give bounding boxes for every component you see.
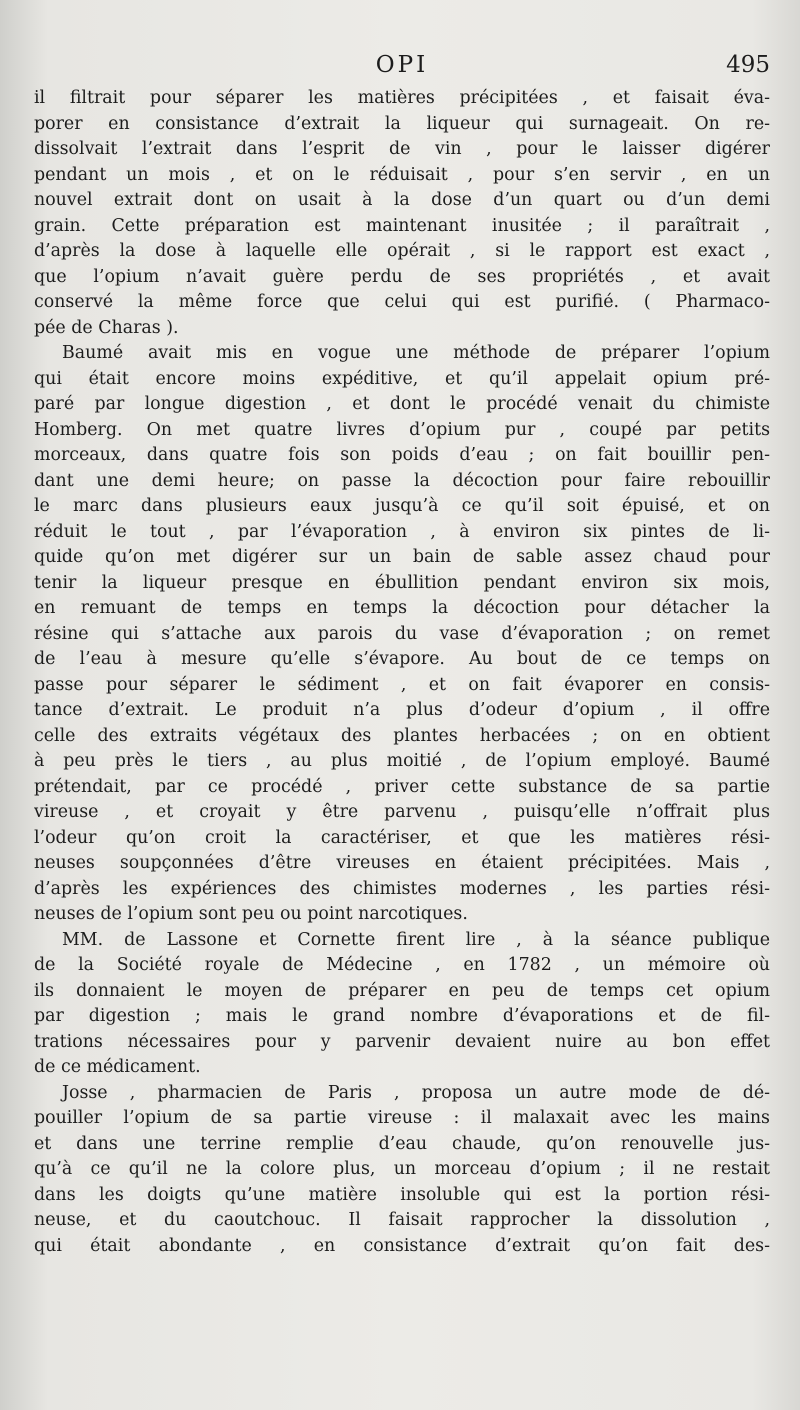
text-line: qui était encore moins expéditive, et qu’il appelait opium pré- <box>34 368 770 389</box>
text-line: qu’à ce qu’il ne la colore plus, un morceau d’opium ; il ne restait <box>34 1159 770 1179</box>
page-number: 495 <box>726 52 770 78</box>
text-line: celle des extraits végétaux des plantes herbacées ; on en obtient <box>34 725 770 746</box>
text-line: d’après la dose à laquelle elle opérait , si le rapport est exact , <box>34 241 770 261</box>
text-line: porer en consistance d’extrait la liqueur qui surnageait. On re- <box>34 113 770 134</box>
text-line: dans les doigts qu’une matière insoluble qui est la portion rési- <box>34 1184 770 1205</box>
text-line: qui était abondante , en consistance d’extrait qu’on fait des- <box>34 1235 770 1256</box>
text-line: passe pour séparer le sédiment , et on fait évaporer en consis- <box>34 674 770 695</box>
text-line: tenir la liqueur presque en ébullition pendant environ six mois, <box>34 572 770 593</box>
text-line: par digestion ; mais le grand nombre d’évaporations et de fil- <box>34 1006 770 1026</box>
text-line: morceaux, dans quatre fois son poids d’eau ; on fait bouillir pen- <box>34 445 770 465</box>
text-line: Josse , pharmacien de Paris , proposa un autre mode de dé- <box>62 1082 770 1103</box>
text-line: neuse, et du caoutchouc. Il faisait rapprocher la dissolution , <box>34 1210 770 1230</box>
text-line: l’odeur qu’on croit la caractériser, et que les matières rési- <box>34 827 770 848</box>
text-line: il filtrait pour séparer les matières précipitées , et faisait éva- <box>34 88 770 108</box>
text-line: Homberg. On met quatre livres d’opium pur , coupé par petits <box>34 419 770 440</box>
text-line: paré par longue digestion , et dont le procédé venait du chimiste <box>34 394 770 414</box>
text-line: résine qui s’attache aux parois du vase d’évaporation ; on remet <box>34 623 770 644</box>
text-line: prétendait, par ce procédé , priver cette substance de sa partie <box>34 776 770 797</box>
text-line: dissolvait l’extrait dans l’esprit de vin , pour le laisser digérer <box>34 139 770 159</box>
text-line: ils donnaient le moyen de préparer en peu de temps cet opium <box>34 980 770 1001</box>
text-line: de ce médicament. <box>34 1057 201 1077</box>
text-line: vireuse , et croyait y être parvenu , puisqu’elle n’offrait plus <box>34 802 770 822</box>
text-line: conservé la même force que celui qui est purifié. ( Pharmaco- <box>34 292 770 312</box>
text-line: réduit le tout , par l’évaporation , à environ six pintes de li- <box>34 521 770 542</box>
body-text <box>34 86 770 1259</box>
text-line: en remuant de temps en temps la décoction pour détacher la <box>34 598 770 618</box>
text-line: grain. Cette préparation est maintenant inusitée ; il paraîtrait , <box>34 215 770 236</box>
running-title: OPI <box>375 52 429 78</box>
page-header <box>34 52 770 88</box>
text-line: pendant un mois , et on le réduisait , pour s’en servir , en un <box>34 164 770 185</box>
text-line: que l’opium n’avait guère perdu de ses propriétés , et avait <box>34 266 770 287</box>
text-line: neuses de l’opium sont peu ou point narcotiques. <box>34 904 468 924</box>
text-line: dant une demi heure; on passe la décoction pour faire rebouillir <box>34 470 770 491</box>
text-line: à peu près le tiers , au plus moitié , de l’opium employé. Baumé <box>34 751 770 771</box>
text-line: quide qu’on met digérer sur un bain de sable assez chaud pour <box>34 547 770 567</box>
text-line: de l’eau à mesure qu’elle s’évapore. Au bout de ce temps on <box>34 649 770 669</box>
text-line: pouiller l’opium de sa partie vireuse : il malaxait avec les mains <box>34 1108 770 1128</box>
text-line: le marc dans plusieurs eaux jusqu’à ce qu’il soit épuisé, et on <box>34 496 770 516</box>
text-line: MM. de Lassone et Cornette firent lire , à la séance publique <box>62 929 770 950</box>
text-line: nouvel extrait dont on usait à la dose d’un quart ou d’un demi <box>34 190 770 210</box>
text-line: et dans une terrine remplie d’eau chaude, qu’on renouvelle jus- <box>34 1133 770 1154</box>
text-line: tance d’extrait. Le produit n’a plus d’odeur d’opium , il offre <box>34 700 770 720</box>
text-line: Baumé avait mis en vogue une méthode de préparer l’opium <box>62 343 770 363</box>
text-line: de la Société royale de Médecine , en 1782 , un mémoire où <box>34 955 770 975</box>
text-line: pée de Charas ). <box>34 317 179 338</box>
text-line: neuses soupçonnées d’être vireuses en étaient précipitées. Mais , <box>34 853 770 873</box>
text-line: trations nécessaires pour y parvenir devaient nuire au bon effet <box>34 1031 770 1052</box>
text-line: d’après les expériences des chimistes modernes , les parties rési- <box>34 878 770 899</box>
